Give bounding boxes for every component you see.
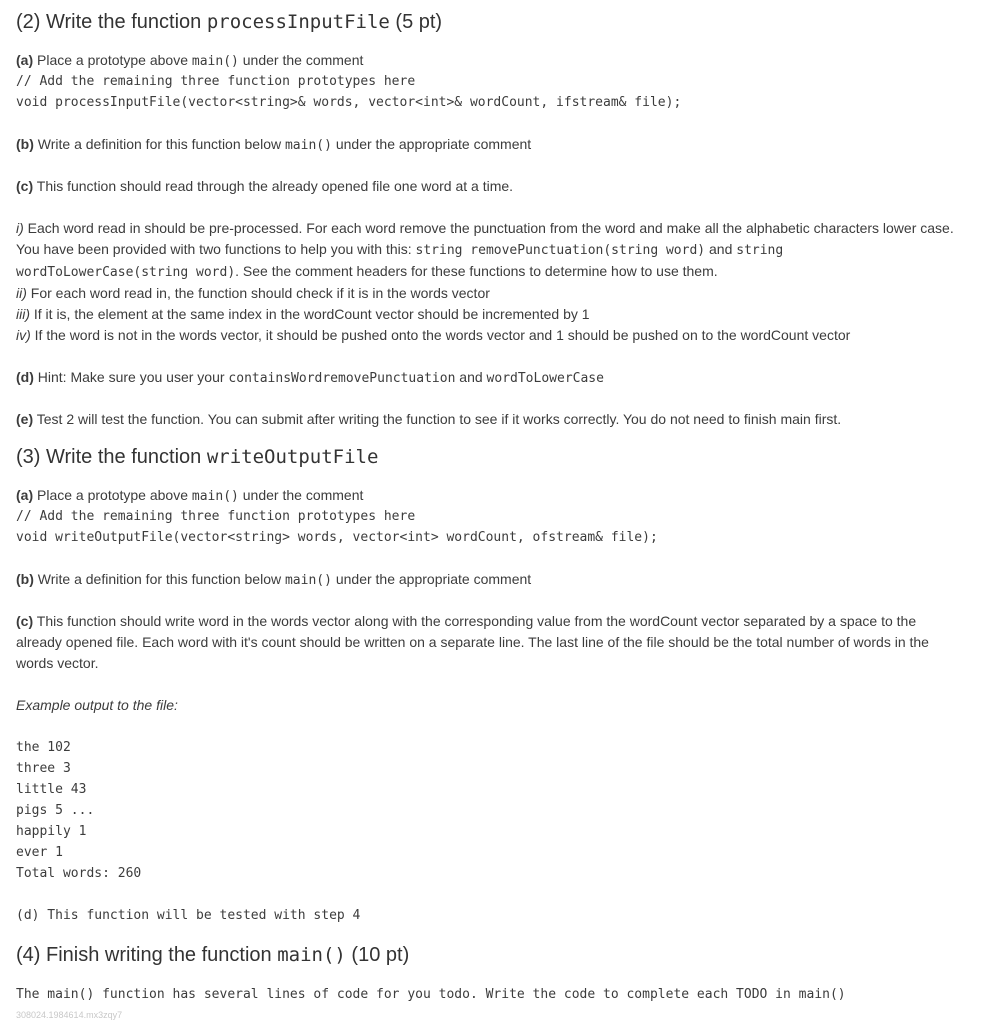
watermark-text: 308024.1984614.mx3zqy7 — [16, 1010, 123, 1020]
example-output-line: Total words: 260 — [16, 866, 142, 881]
s3-comment-code: // Add the remaining three function prototypes here — [16, 509, 416, 524]
section-4-title: (4) Finish writing the function main() (10 pt) — [16, 944, 410, 966]
s2-substep-i: i) Each word read in should be pre-processed. For each word remove the punctuation from the word and make all the alphabetic characters lower case. You have been provided with two functions to help you with this: string removePunctuation(string word) and string wordToLowerCase(string word). See the comment headers for these functions to determine how to use them. — [16, 220, 954, 280]
s2-substep-iv: iv) If the word is not in the words vector, it should be pushed onto the words vector and 1 should be pushed on to the wordCount vector — [16, 327, 851, 343]
example-output-line: three 3 — [16, 761, 71, 776]
example-output-line: the 102 — [16, 740, 71, 755]
s3-example-label: Example output to the file: — [16, 697, 178, 713]
example-output-line: ever 1 — [16, 845, 63, 860]
example-output-line: pigs 5 ... — [16, 803, 95, 818]
s2-comment-code: // Add the remaining three function prototypes here — [16, 74, 416, 89]
section-3 — [16, 443, 956, 471]
section-2 — [16, 8, 956, 36]
s2-step-e: (e) Test 2 will test the function. You can submit after writing the function to see if it works correctly. You do not need to finish main first. — [16, 411, 842, 427]
s2-substep-iii: iii) If it is, the element at the same index in the wordCount vector should be incremented by 1 — [16, 306, 590, 322]
s2-step-d: (d) Hint: Make sure you user your containsWordremovePunctuation and wordToLowerCase — [16, 369, 604, 386]
example-output-line: happily 1 — [16, 824, 87, 839]
example-output-line: little 43 — [16, 782, 87, 797]
section-4 — [16, 941, 956, 969]
section-3-title: (3) Write the function writeOutputFile — [16, 446, 379, 468]
s3-step-b: (b) Write a definition for this function below main() under the appropriate comment — [16, 571, 532, 588]
s4-text: The main() function has several lines of code for you todo. Write the code to complete each TODO in main() — [16, 987, 846, 1002]
s3-step-c: (c) This function should write word in the words vector along with the corresponding value from the wordCount vector separated by a space to the already opened file. Each word with it's count should be written on a separate line. The last line of the file should be the total number of words in the words vector. — [16, 613, 929, 671]
s3-prototype-code: void writeOutputFile(vector<string> words, vector<int> wordCount, ofstream& file); — [16, 530, 658, 545]
s3-step-d: (d) This function will be tested with step 4 — [16, 908, 361, 923]
s2-step-a: (a) Place a prototype above main() under the comment — [16, 52, 364, 69]
s2-substep-ii: ii) For each word read in, the function should check if it is in the words vector — [16, 285, 490, 301]
s3-example-output — [16, 737, 956, 884]
s3-step-a: (a) Place a prototype above main() under the comment — [16, 487, 364, 504]
s2-step-c: (c) This function should read through the already opened file one word at a time. — [16, 178, 514, 194]
s2-prototype-code: void processInputFile(vector<string>& words, vector<int>& wordCount, ifstream& file); — [16, 95, 682, 110]
section-2-title: (2) Write the function processInputFile (5 pt) — [16, 11, 443, 33]
s2-step-b: (b) Write a definition for this function below main() under the appropriate comment — [16, 136, 532, 153]
